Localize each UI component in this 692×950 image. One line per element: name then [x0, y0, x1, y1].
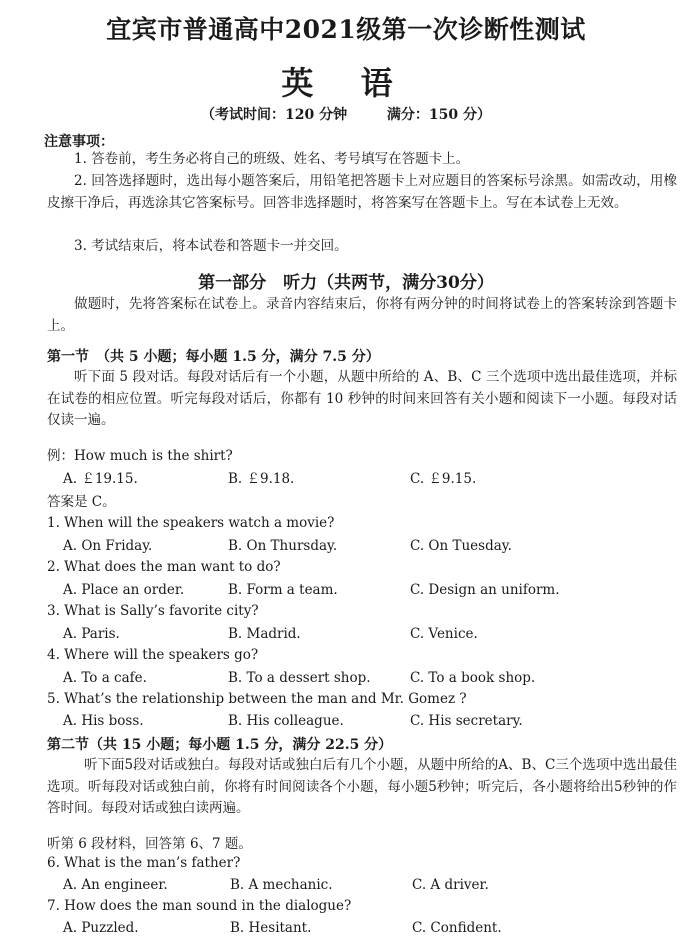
- part1-heading: 第一部分 听力（共两节，满分30分）: [198, 273, 494, 293]
- question-6: 6. What is the man’s father?: [47, 855, 241, 871]
- question-1-option-c: C. On Tuesday.: [410, 538, 512, 554]
- question-5-option-c: C. His secretary.: [410, 713, 523, 729]
- question-1-option-a: A. On Friday.: [63, 538, 153, 554]
- question-5-option-b: B. His colleague.: [228, 713, 344, 729]
- exam-meta: [0, 104, 692, 124]
- section1-heading: 第一节 （共 5 小题；每小题 1.5 分，满分 7.5 分）: [47, 349, 380, 365]
- question-5-option-a: A. His boss.: [63, 713, 144, 729]
- part1-intro: 做题时，先将答案标在试卷上。录音内容结束后，你将有两分钟的时间将试卷上的答案转涂到答题卡上。: [47, 296, 677, 334]
- question-7: 7. How does the man sound in the dialogue?: [47, 898, 352, 914]
- question-2-option-c: C. Design an uniform.: [410, 582, 560, 598]
- question-2-option-b: B. Form a team.: [228, 582, 338, 598]
- subject-title: 英 语: [281, 64, 411, 102]
- notice-item-3: 3. 考试结束后，将本试卷和答题卡一并交回。: [74, 238, 348, 254]
- material-note: 听第 6 段材料，回答第 6、7 题。: [47, 836, 252, 852]
- example-option-b: B. ￡9.18.: [228, 471, 295, 487]
- question-4-option-a: A. To a cafe.: [63, 670, 147, 686]
- example-answer: 答案是 C。: [47, 494, 116, 510]
- exam-title: 宜宾市普通高中2021级第一次诊断性测试: [106, 15, 586, 44]
- question-4-option-b: B. To a dessert shop.: [228, 670, 371, 686]
- exam-time: （考试时间：120 分钟: [201, 107, 348, 123]
- question-6-option-a: A. An engineer.: [63, 877, 168, 893]
- question-7-option-c: C. Confident.: [412, 920, 502, 936]
- question-3-option-a: A. Paris.: [63, 626, 120, 642]
- question-3-option-c: C. Venice.: [410, 626, 478, 642]
- question-7-option-a: A. Puzzled.: [63, 920, 139, 936]
- question-3: 3. What is Sally’s favorite city?: [47, 603, 259, 619]
- question-5: 5. What’s the relationship between the man and Mr. Gomez ?: [47, 691, 467, 707]
- question-4: 4. Where will the speakers go?: [47, 647, 259, 663]
- example-question: 例：How much is the shirt?: [47, 448, 233, 464]
- example-option-a: A. ￡19.15.: [63, 471, 138, 487]
- question-4-option-c: C. To a book shop.: [410, 670, 536, 686]
- question-6-option-b: B. A mechanic.: [230, 877, 333, 893]
- notice-item-2: 2. 回答选择题时，选出每小题答案后，用铅笔把答题卡上对应题目的答案标号涂黑。如需改动，用橡皮擦干净后，再选涂其它答案标号。回答非选择题时，将答案写在答题卡上。写在本试卷上无效。: [47, 173, 677, 211]
- question-6-option-c: C. A driver.: [412, 877, 489, 893]
- question-1: 1. When will the speakers watch a movie?: [47, 515, 335, 531]
- question-1-option-b: B. On Thursday.: [228, 538, 338, 554]
- section1-instruction: 听下面 5 段对话。每段对话后有一个小题，从题中所给的 A、B、C 三个选项中选出最佳选项，并标在试卷的相应位置。听完每段对话后，你都有 10 秒钟的时间来回答有关小题和阅读下一小题。每段对话仅读一遍。: [47, 369, 677, 428]
- example-option-c: C. ￡9.15.: [410, 471, 477, 487]
- question-2-option-a: A. Place an order.: [63, 582, 185, 598]
- notice-heading: 注意事项：: [44, 134, 114, 150]
- question-3-option-b: B. Madrid.: [228, 626, 301, 642]
- notice-item-1: 1. 答卷前，考生务必将自己的班级、姓名、考号填写在答题卡上。: [74, 151, 470, 167]
- question-7-option-b: B. Hesitant.: [230, 920, 312, 936]
- section2-instruction: 听下面5段对话或独白。每段对话或独白后有几个小题，从题中所给的A、B、C三个选项中选出最佳选项。听每段对话或独白前，你将有时间阅读各个小题，每小题5秒钟；听完后，各小题将给出5秒钟的作答时间。每段对话或独白读两遍。: [47, 757, 677, 816]
- section2-heading: 第二节（共 15 小题；每小题 1.5 分，满分 22.5 分）: [47, 737, 393, 753]
- exam-score: 满分：150 分）: [386, 107, 491, 123]
- question-2: 2. What does the man want to do?: [47, 559, 281, 575]
